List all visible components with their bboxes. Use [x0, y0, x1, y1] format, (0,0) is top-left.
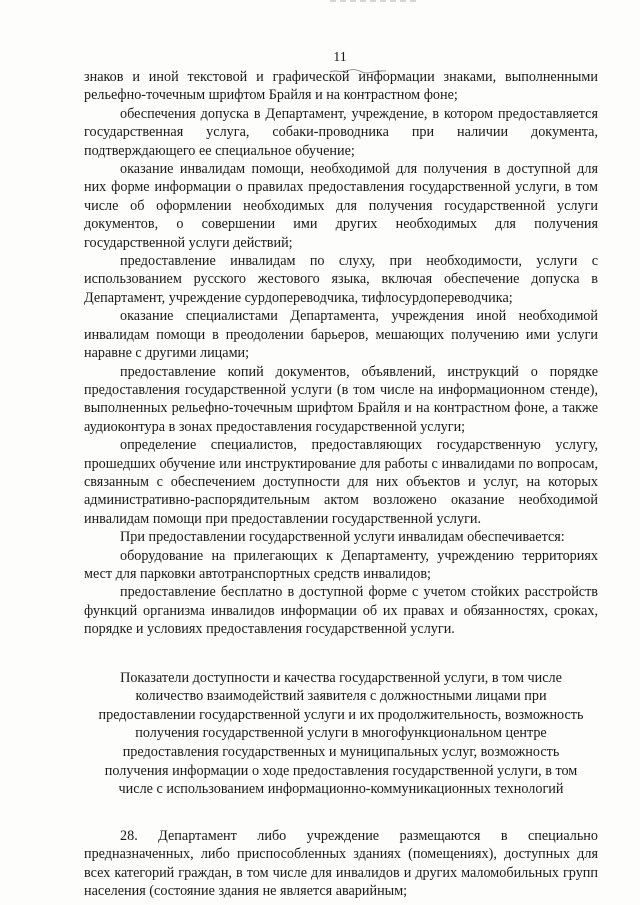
section-heading-line: количество взаимодействий заявителя с должностными лицами при [135, 688, 547, 705]
paragraph: обеспечения допуска в Департамент, учреждение, в котором предоставляется государственная услуга, собаки-проводника при наличии документа, подтверждающего ее специальное обучение; [84, 105, 598, 159]
paragraph: предоставление бесплатно в доступной форме с учетом стойких расстройств функций организма инвалидов информации об их правах и обязанностях, сроках, порядке и условиях предоставления государственной услуги. [84, 584, 598, 638]
paragraph: определение специалистов, предоставляющих государственную услугу, прошедших обучение или инструктирование для работы с инвалидами по вопросам, связанным с обеспечением доступности для них объектов и услуг, на которых административно-распорядительным актом возложено оказание необходимой инвалидам помощи при предоставлении государственной услуги. [84, 437, 598, 527]
section-heading-line: Показатели доступности и качества государственной услуги, в том числе [120, 669, 562, 686]
numbered-paragraph-28: 28. Департамент либо учреждение размещаются в специально предназначенных, либо приспособленных зданиях (помещениях), доступных для всех категорий граждан, в том числе для инвалидов и других маломобильных групп населения (состояние здания не является аварийным; [84, 827, 598, 899]
paragraph: оказание специалистами Департамента, учреждения иной необходимой инвалидам помощи в преодолении барьеров, мешающих получению ими услуги наравне с другими лицами; [84, 308, 598, 362]
section-heading-line: предоставлении государственной услуги и их продолжительность, возможность [98, 706, 584, 723]
document-body [84, 68, 598, 900]
paragraph: оказание инвалидам помощи, необходимой для получения в доступной для них форме информации о правилах предоставления государственной услуги, в том числе об оформлении необходимых для получения государственной услуги документов, о совершении ими других необходимых для получения государственной услуги действий; [84, 161, 598, 251]
section-heading-line: получения государственной услуги в многофункциональном центре [135, 725, 547, 742]
paragraph-continuation: знаков и иной текстовой и графической информации знаками, выполненными рельефно-точечным шрифтом Брайля и на контрастном фоне; [84, 69, 598, 104]
section-heading-line: числе с использованием информационно-коммуникационных технологий [118, 781, 564, 798]
section-heading [84, 669, 598, 799]
paragraph: оборудование на прилегающих к Департаменту, учреждению территориях мест для парковки автотранспортных средств инвалидов; [84, 547, 598, 582]
page-number: 11 [333, 50, 347, 65]
paragraph: При предоставлении государственной услуги инвалидам обеспечивается: [120, 529, 565, 546]
paragraph: предоставление копий документов, объявлений, инструкций о порядке предоставления государственной услуги (в том числе на информационном стенде), выполненных рельефно-точечным шрифтом Брайля и на контрастном фоне, а также аудиоконтура в зонах предоставления государственной услуги; [84, 363, 598, 435]
section-heading-line: получения информации о ходе предоставления государственной услуги, в том [104, 762, 578, 779]
section-heading-line: предоставления государственных и муниципальных услуг, возможность [122, 743, 560, 760]
scan-edge-artifact [330, 0, 420, 2]
paragraph: предоставление инвалидам по слуху, при необходимости, услуги с использованием русского жестового языка, включая обеспечение допуска в Департамент, учреждение сурдопереводчика, тифлосурдопереводчика; [84, 253, 598, 306]
